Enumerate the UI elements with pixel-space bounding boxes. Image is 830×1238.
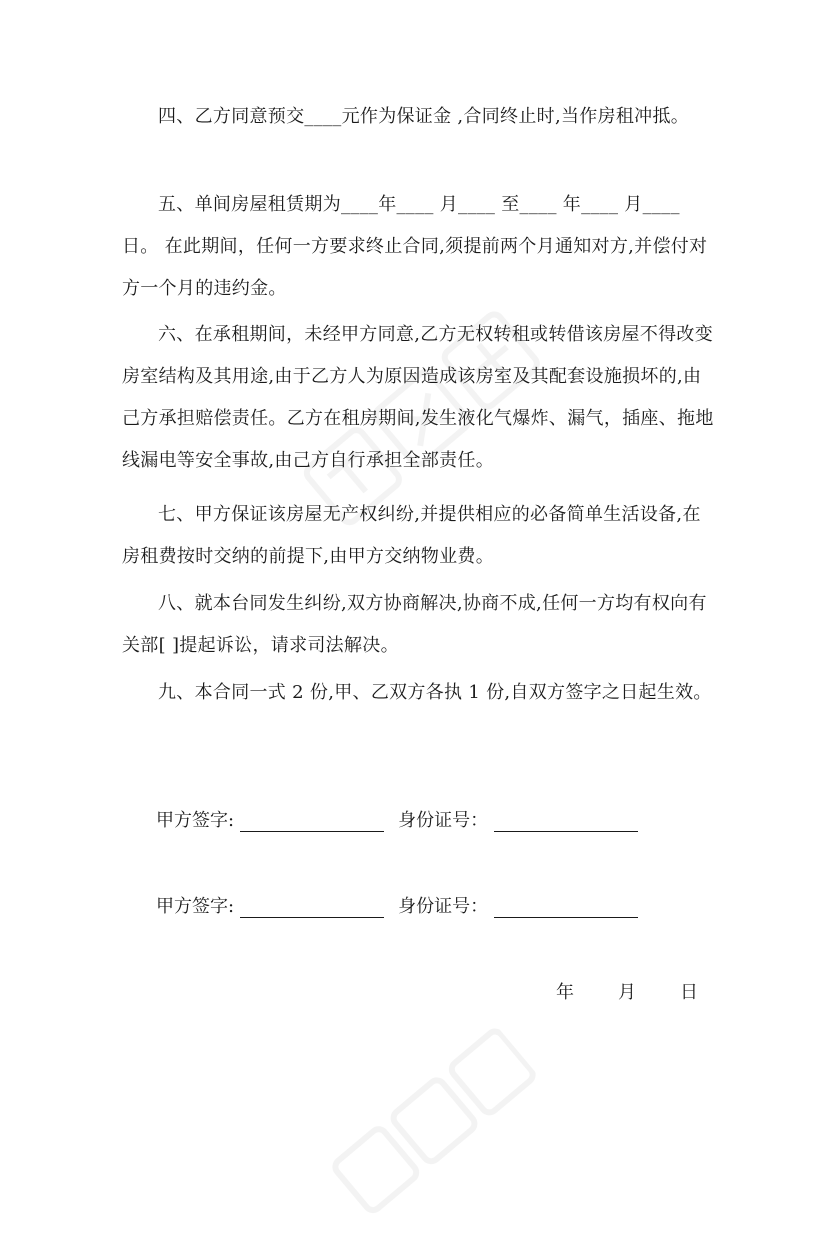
- signing-date: [556, 978, 698, 1004]
- id-number-label: 身份证号：: [398, 810, 489, 831]
- watermark-logo-icon: [324, 1021, 544, 1224]
- date-month-label: 月: [618, 982, 636, 1003]
- signature-row-2: [156, 892, 652, 918]
- clause-6-sublease: 六、在承租期间，未经甲方同意,乙方无权转租或转借该房屋不得改变房室结构及其用途,由于乙方人为原因造成该房室及其配套设施损坏的,由己方承担赔偿责任。乙方在租房期间,发生液化气爆炸、漏气，插座、拖地线漏电等安全事故,由己方自行承担全部责任。: [122, 324, 714, 471]
- signature-row-1: [156, 806, 652, 832]
- clause-7-ownership: 七、甲方保证该房屋无产权纠纷,并提供相应的必备简单生活设备,在房租费按时交纳的前提下,由甲方交纳物业费。: [122, 504, 701, 567]
- date-year-label: 年: [556, 982, 574, 1003]
- clause-5-lease-term: 五、单间房屋租赁期为____年____ 月____ 至____ 年____ 月____ 日。 在此期间，任何一方要求终止合同,须提前两个月通知对方,并偿付对方一个月的违约金。: [122, 194, 708, 299]
- clause-9-copies: 九、本合同一式 2 份,甲、乙双方各执 1 份,自双方签字之日起生效。: [158, 682, 712, 703]
- clause-4-deposit: 四、乙方同意预交____元作为保证金 ,合同终止时,当作房租冲抵。: [158, 106, 690, 127]
- party-signature-field[interactable]: [240, 809, 384, 832]
- id-number-label: 身份证号：: [398, 896, 489, 917]
- party-signature-field[interactable]: [240, 895, 384, 918]
- id-number-field[interactable]: [494, 895, 638, 918]
- party-signature-label: 甲方签字:: [156, 810, 235, 831]
- date-day-label: 日: [680, 982, 698, 1003]
- watermark-bottom: [324, 1021, 556, 1238]
- party-signature-label: 甲方签字:: [156, 896, 235, 917]
- id-number-field[interactable]: [494, 809, 638, 832]
- clause-8-disputes: 八、就本台同发生纠纷,双方协商解决,协商不成,任何一方均有权向有关部[ ]提起诉讼，请求司法解决。: [122, 593, 707, 656]
